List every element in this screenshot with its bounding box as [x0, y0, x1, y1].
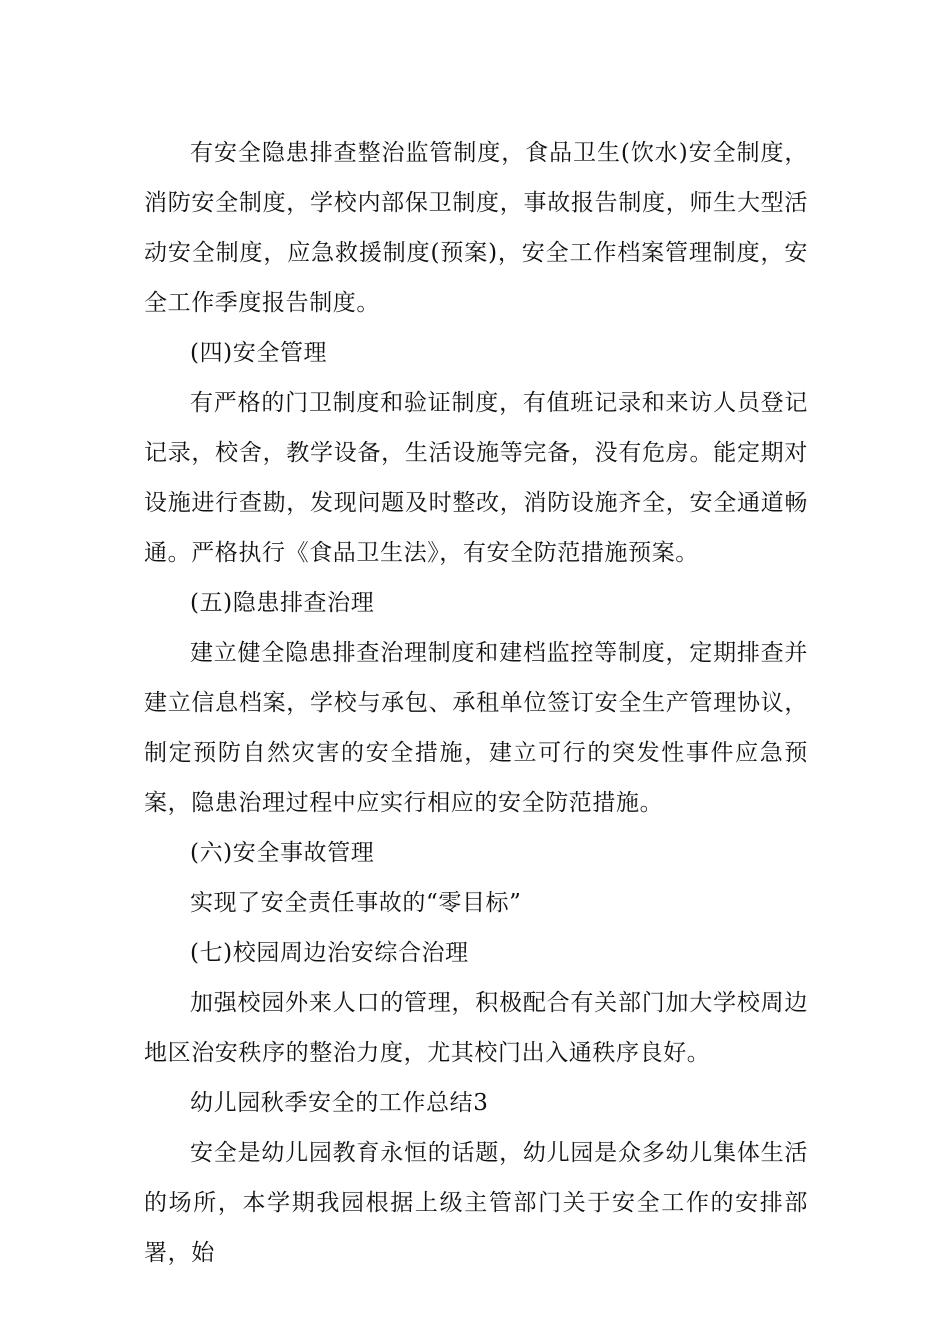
heading-hazard-inspection: (五)隐患排查治理: [190, 590, 375, 616]
paragraph-accident-management: 实现了安全责任事故的“零目标”: [190, 890, 522, 916]
heading-safety-management: (四)安全管理: [190, 340, 328, 366]
heading-campus-surroundings: (七)校园周边治安综合治理: [190, 940, 469, 966]
paragraph-hazard-inspection: 建立健全隐患排查治理制度和建档监控等制度，定期排查并建立信息档案，学校与承包、承租单位签订安全生产管理协议，制定预防自然灾害的安全措施，建立可行的突发性事件应急预案，隐患治理过程中应实行相应的安全防范措施。: [144, 640, 808, 816]
paragraph-campus-surroundings: 加强校园外来人口的管理，积极配合有关部门加大学校周边地区治安秩序的整治力度，尤其校门出入通秩序良好。: [144, 990, 808, 1066]
paragraph-safety-systems: 有安全隐患排查整治监管制度，食品卫生(饮水)安全制度，消防安全制度，学校内部保卫制度，事故报告制度，师生大型活动安全制度，应急救援制度(预案)，安全工作档案管理制度，安全工作季度报告制度。: [144, 140, 808, 316]
heading-accident-management: (六)安全事故管理: [190, 840, 375, 866]
heading-kindergarten-summary-3: 幼儿园秋季安全的工作总结3: [190, 1090, 489, 1116]
document-body: [144, 128, 808, 1278]
paragraph-safety-management: 有严格的门卫制度和验证制度，有值班记录和来访人员登记记录，校舍，教学设备，生活设施等完备，没有危房。能定期对设施进行查勘，发现问题及时整改，消防设施齐全，安全通道畅通。严格执行《食品卫生法》，有安全防范措施预案。: [144, 390, 808, 566]
paragraph-kindergarten-summary: 安全是幼儿园教育永恒的话题，幼儿园是众多幼儿集体生活的场所，本学期我园根据上级主管部门关于安全工作的安排部署，始: [144, 1140, 808, 1266]
